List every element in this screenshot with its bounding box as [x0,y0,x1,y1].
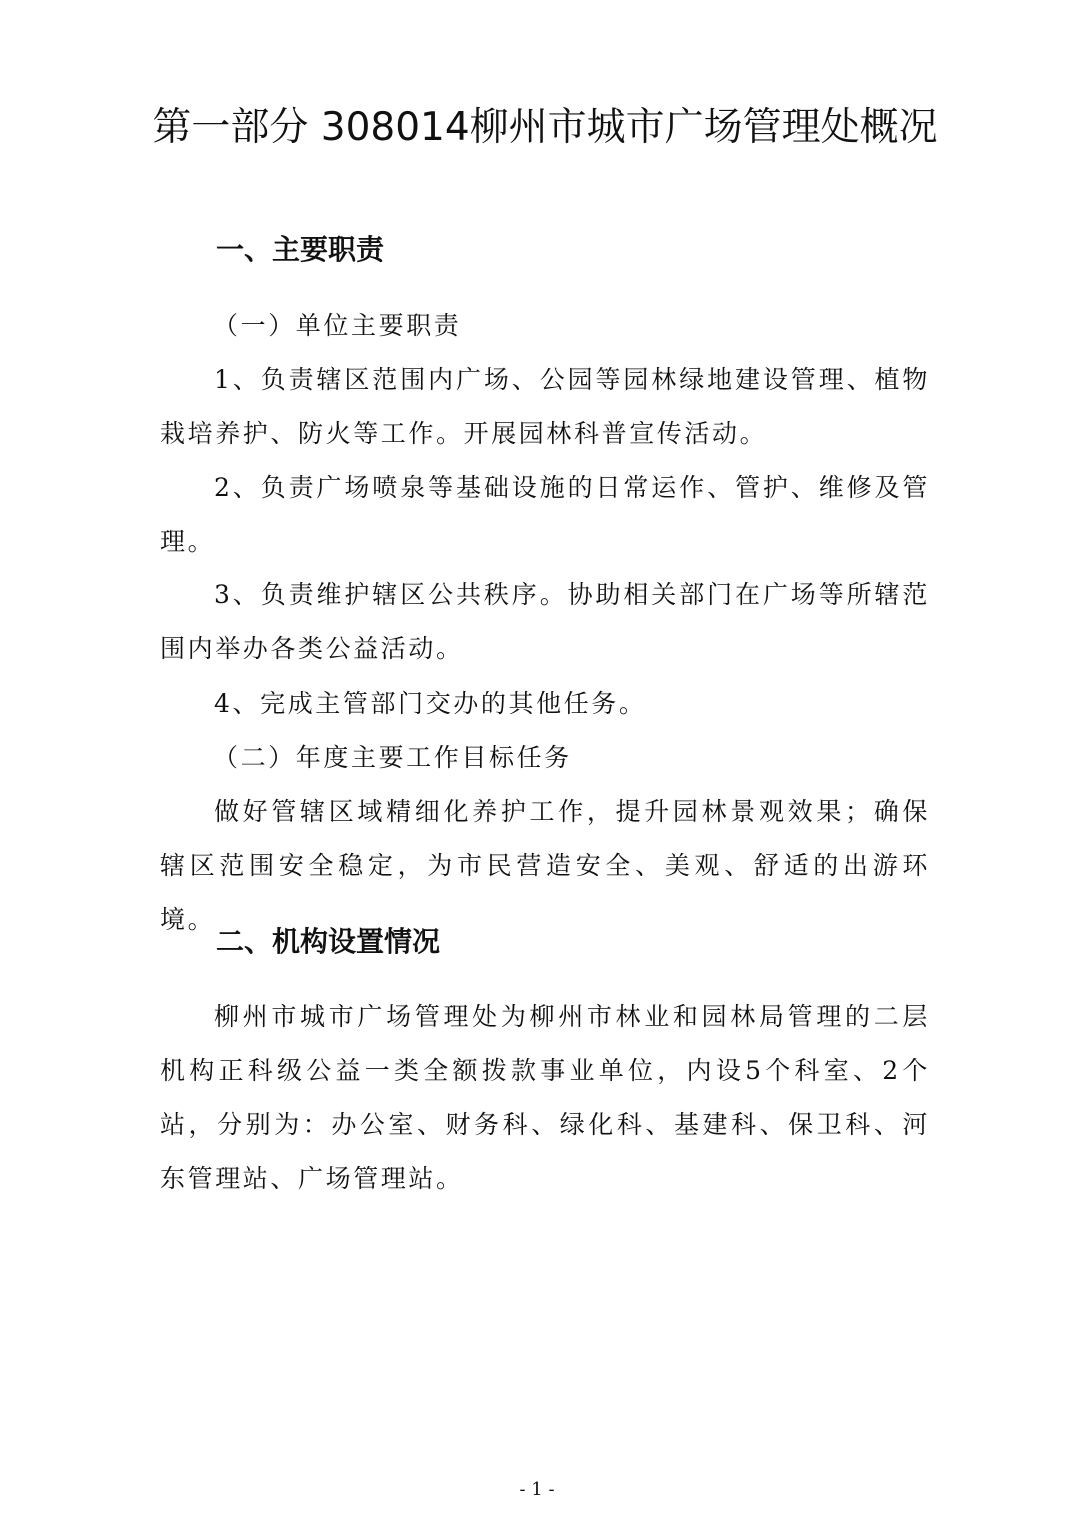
organization-paragraph: 柳州市城市广场管理处为柳州市林业和园林局管理的二层机构正科级公益一类全额拨款事业单位，内设5个科室、2个站，分别为：办公室、财务科、绿化科、基建科、保卫科、河东管理站、广场管理站。 [160,1002,930,1193]
subheading-annual-goals: （二）年度主要工作目标任务 [213,743,572,772]
page-number: - 1 - [519,1479,555,1500]
duty-item-3: 3、负责维护辖区公共秩序。协助相关部门在广场等所辖范围内举办各类公益活动。 [160,580,930,663]
duty-item-1: 1、负责辖区范围内广场、公园等园林绿地建设管理、植物栽培养护、防火等工作。开展园林科普宣传活动。 [160,365,930,448]
annual-goal-paragraph: 做好管辖区域精细化养护工作，提升园林景观效果；确保辖区范围安全稳定，为市民营造安全、美观、舒适的出游环境。 [160,797,930,934]
duty-item-2: 2、负责广场喷泉等基础设施的日常运作、管护、维修及管理。 [160,473,930,556]
subheading-unit-duties: （一）单位主要职责 [213,311,462,340]
section-heading-duties: 一、主要职责 [216,233,385,266]
section-heading-organization: 二、机构设置情况 [216,925,441,958]
page-title: 第一部分 308014柳州市城市广场管理处概况 [152,105,938,150]
duty-item-4: 4、完成主管部门交办的其他任务。 [214,689,647,718]
